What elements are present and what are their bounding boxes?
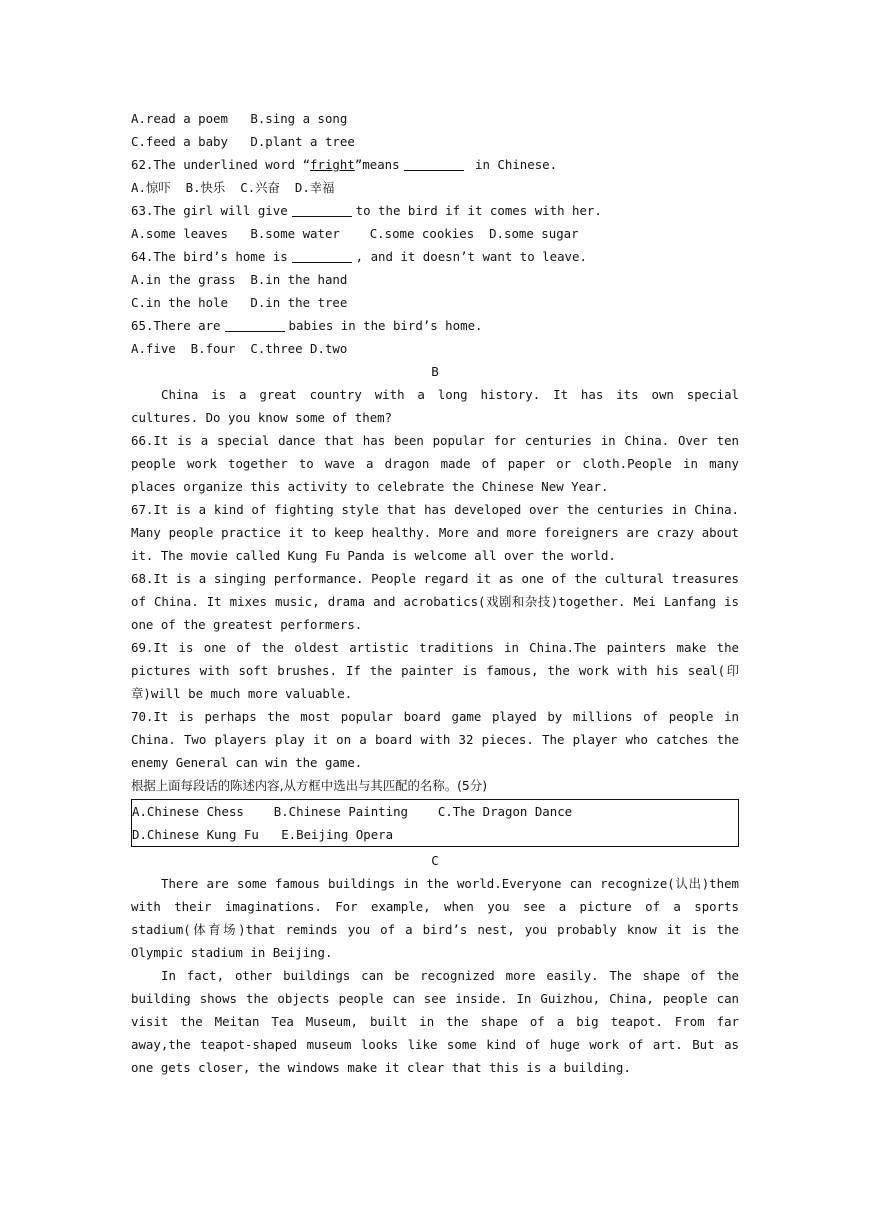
q64-options-row1: A.in the grass B.in the hand [131,272,348,287]
q62-stem-part1: 62.The underlined word “ [131,157,311,172]
q63-stem [131,199,739,222]
passage-66: 66.It is a special dance that has been popular for centuries in China. Over ten people work together to wave a dragon made of paper or cloth.People in many places organize this activity to celebrate the Chinese New Year. [131,433,739,494]
passage-68: 68.It is a singing performance. People regard it as one of the cultural treasures of China. It mixes music, drama and acrobatics(戏剧和杂技)together. Mei Lanfang is one of the greatest performers. [131,571,739,632]
answer-blank [292,248,352,263]
q62-stem-part3: in Chinese. [467,157,558,172]
option-box-row1: A.Chinese Chess B.Chinese Painting C.The Dragon Dance [132,804,573,819]
option-box-row2: D.Chinese Kung Fu E.Beijing Opera [132,827,394,842]
q63-stem-part2: to the bird if it comes with her. [355,203,602,218]
matching-instruction: 根据上面每段话的陈述内容,从方框中选出与其匹配的名称。(5分) [131,778,488,793]
q65-stem [131,314,739,337]
q64-stem [131,245,739,268]
answer-blank [404,156,464,171]
answer-blank [225,317,285,332]
q64-options-row2: C.in the hole D.in the tree [131,295,348,310]
passage-70: 70.It is perhaps the most popular board game played by millions of people in China. Two players play it on a board with 32 pieces. The player who catches the enemy General can win the game. [131,709,739,770]
q63-options: A.some leaves B.some water C.some cookies D.some sugar [131,226,579,241]
q65-options: A.five B.four C.three D.two [131,341,348,356]
section-c-paragraph-2: In fact, other buildings can be recognized more easily. The shape of the building shows the objects people can see inside. In Guizhou, China, people can visit the Meitan Tea Museum, built in the shape of a big teapot. From far away,the teapot-shaped museum looks like some kind of huge work of art. But as one gets closer, the windows make it clear that this is a building. [131,968,739,1075]
q62-stem-part2: ”means [354,157,400,172]
q62-underlined-word: fright [310,157,355,172]
passage-67: 67.It is a kind of fighting style that has developed over the centuries in China. Many people practice it to keep healthy. More and more foreigners are crazy about it. The movie called Kung Fu Panda is welcome all over the world. [131,502,739,563]
q64-stem-part2: , and it doesn’t want to leave. [355,249,587,264]
answer-blank [292,202,352,217]
q65-stem-part2: babies in the bird’s home. [288,318,483,333]
option-box [131,799,739,847]
section-b-heading: B [431,364,439,379]
q62-options: A.惊吓 B.快乐 C.兴奋 D.幸福 [131,180,335,195]
q64-stem-part1: 64.The bird’s home is [131,249,288,264]
q62-stem [131,153,739,176]
passage-69: 69.It is one of the oldest artistic traditions in China.The painters make the pictures with soft brushes. If the painter is famous, the work with his seal(印章)will be much more valuable. [131,640,739,701]
section-c-paragraph-1: There are some famous buildings in the world.Everyone can recognize(认出)them with their imaginations. For example, when you see a picture of a sports stadium(体育场)that reminds you of a bird’s nest, you probably know it is the Olympic stadium in Beijing. [131,876,739,960]
q65-stem-part1: 65.There are [131,318,221,333]
q61-options-row2: C.feed a baby D.plant a tree [131,134,355,149]
q61-options-row1: A.read a poem B.sing a song [131,111,348,126]
section-b-intro: China is a great country with a long history. It has its own special cultures. Do you know some of them? [131,387,739,425]
section-c-heading: C [431,853,439,868]
q63-stem-part1: 63.The girl will give [131,203,288,218]
document-page [131,107,739,1079]
